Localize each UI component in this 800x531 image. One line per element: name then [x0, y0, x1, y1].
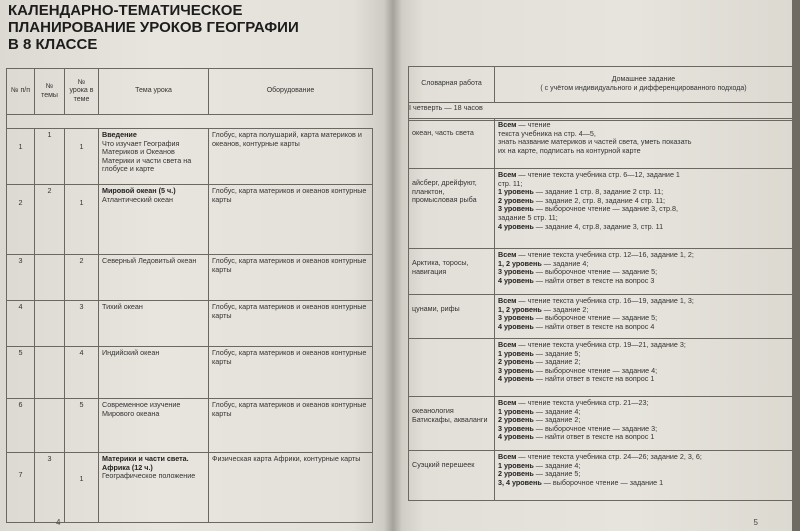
col-header-topic: Тема урока: [99, 69, 209, 115]
page-number-left: 4: [56, 518, 61, 527]
table-row: [7, 185, 373, 255]
homework-level: 2 уровень: [498, 415, 534, 425]
col-header-lesson: № урока в теме: [65, 69, 99, 115]
homework-level: 3, 4 уровень: [498, 477, 542, 487]
row-theme: [35, 301, 65, 347]
homework-text: — чтение текста учебника стр. 21—23;: [516, 398, 649, 407]
homework-text: — задание 4;: [533, 406, 581, 416]
topic-heading: Мировой океан (5 ч.): [102, 186, 176, 195]
col-header-homework: [495, 67, 793, 103]
homework-level: Всем: [498, 170, 517, 179]
homework-text: — задание 2;: [533, 357, 581, 367]
homework-level: 3 уровень: [498, 365, 534, 375]
row-lesson: 3: [65, 301, 99, 347]
row-homework: [495, 397, 793, 451]
homework-line: [498, 171, 789, 180]
homework-text: стр. 11;: [498, 178, 523, 188]
homework-rows: [409, 119, 793, 501]
table-row: [409, 249, 793, 295]
row-lesson: 1: [65, 129, 99, 185]
homework-text: — задание 5;: [533, 469, 581, 479]
row-topic: Северный Ледовитый океан: [99, 255, 209, 301]
homework-text: текста учебника на стр. 4—5,: [498, 128, 596, 138]
table-row: [7, 453, 373, 523]
homework-text: — задание 2;: [541, 304, 589, 314]
homework-header-title: Домашнее задание: [611, 75, 676, 83]
homework-text: — задание 4;: [541, 258, 589, 268]
row-vocab: цунами, рифы: [409, 295, 495, 339]
homework-level: 4 уровень: [498, 275, 534, 285]
homework-text: — чтение текста учебника стр. 24—26; задание 2, 3, 6;: [516, 452, 702, 461]
row-equipment: Глобус, карта материков и океанов контурные карты: [209, 301, 373, 347]
lesson-table: [6, 68, 373, 523]
homework-text: — задание 2, стр. 8, задание 4 стр. 11;: [533, 195, 666, 205]
homework-line: [498, 223, 789, 232]
homework-text: — задание 4;: [533, 460, 581, 470]
document-title: [8, 2, 378, 53]
homework-level: 4 уровень: [498, 374, 534, 384]
homework-text: — чтение текста учебника стр. 19—21, задание 3;: [516, 340, 686, 349]
row-topic: Индийский океан: [99, 347, 209, 399]
homework-text: — найти ответ в тексте на вопрос 1: [533, 374, 655, 384]
homework-level: 3 уровень: [498, 204, 534, 214]
homework-text: — выборочное чтение — задание 3;: [533, 423, 658, 433]
book-spine-shadow: [384, 0, 402, 531]
homework-text: — чтение: [516, 120, 551, 129]
table-row: [409, 451, 793, 501]
row-num: 1: [7, 129, 35, 185]
row-topic: Современное изучение Мирового океана: [99, 399, 209, 453]
left-page: [0, 0, 392, 531]
row-vocab: Арктика, торосы, навигация: [409, 249, 495, 295]
table-row: [409, 119, 793, 169]
homework-text: знать название материков и частей света, уметь показать: [498, 137, 692, 147]
homework-text: — чтение текста учебника стр. 12—16, задание 1, 2;: [516, 250, 694, 259]
row-lesson: 4: [65, 347, 99, 399]
topic-heading: Материки и части света. Африка (12 ч.): [102, 454, 189, 472]
row-num: 2: [7, 185, 35, 255]
homework-level: 1 уровень: [498, 187, 534, 197]
table-row: [409, 169, 793, 249]
row-num: 7: [7, 453, 35, 523]
row-homework: [495, 295, 793, 339]
homework-level: 1, 2 уровень: [498, 258, 542, 268]
table-row: [409, 339, 793, 397]
topic-text: Атлантический океан: [102, 194, 173, 204]
homework-table: [408, 66, 792, 121]
homework-level: Всем: [498, 452, 517, 461]
table-row: [7, 301, 373, 347]
homework-level: 1 уровень: [498, 460, 534, 470]
row-homework: [495, 249, 793, 295]
table-row: [7, 255, 373, 301]
row-homework: [495, 451, 793, 501]
homework-text: — найти ответ в тексте на вопрос 3: [533, 275, 655, 285]
row-vocab: Суэцкий перешеек: [409, 451, 495, 501]
title-line-1: КАЛЕНДАРНО-ТЕМАТИЧЕСКОЕ: [8, 2, 243, 19]
row-lesson: 1: [65, 185, 99, 255]
homework-level: 4 уровень: [498, 432, 534, 442]
row-equipment: Глобус, карта материков и океанов контурные карты: [209, 347, 373, 399]
row-theme: 3: [35, 453, 65, 523]
homework-level: 3 уровень: [498, 267, 534, 277]
homework-text: — задание 5;: [533, 348, 581, 358]
col-header-equipment: Оборудование: [209, 69, 373, 115]
homework-text: — выборочное чтение — задание 5;: [533, 313, 658, 323]
row-lesson: 2: [65, 255, 99, 301]
homework-header-note: ( с учётом индивидуального и дифференцированного подхода): [540, 84, 747, 92]
title-line-2: ПЛАНИРОВАНИЕ УРОКОВ ГЕОГРАФИИ: [8, 19, 299, 36]
homework-text: — найти ответ в тексте на вопрос 4: [533, 321, 655, 331]
homework-text: — задание 2;: [533, 415, 581, 425]
homework-level: 4 уровень: [498, 221, 534, 231]
row-lesson: 5: [65, 399, 99, 453]
table-header-row: [7, 69, 373, 115]
col-header-theme: № темы: [35, 69, 65, 115]
homework-level: Всем: [498, 296, 517, 305]
homework-line: [498, 277, 789, 286]
table-row: [409, 295, 793, 339]
row-equipment: Глобус, карта материков и океанов контурные карты: [209, 399, 373, 453]
row-homework: [495, 169, 793, 249]
quarter-row: [7, 115, 373, 129]
homework-level: Всем: [498, 120, 517, 129]
row-num: 6: [7, 399, 35, 453]
homework-level: 2 уровень: [498, 469, 534, 479]
row-topic: [99, 185, 209, 255]
row-theme: [35, 399, 65, 453]
homework-level: Всем: [498, 250, 517, 259]
row-theme: 2: [35, 185, 65, 255]
homework-line: [498, 433, 789, 442]
row-theme: [35, 347, 65, 399]
homework-text: — задание 1 стр. 8, задание 2 стр. 11;: [533, 187, 664, 197]
page-number-right: 5: [753, 518, 758, 527]
right-page: [392, 0, 792, 531]
table-row: [7, 129, 373, 185]
homework-text: — найти ответ в тексте на вопрос 1: [533, 432, 655, 442]
homework-level: 1 уровень: [498, 348, 534, 358]
row-lesson: 1: [65, 453, 99, 523]
homework-text: — выборочное чтение — задание 5;: [533, 267, 658, 277]
homework-text: их на карте, подписать на контурной карте: [498, 145, 641, 155]
row-topic: Тихий океан: [99, 301, 209, 347]
homework-level: 3 уровень: [498, 313, 534, 323]
homework-text: — выборочное чтение — задание 3, стр.8,: [533, 204, 679, 214]
quarter-label: I четверть — 18 часов: [409, 103, 793, 121]
homework-level: Всем: [498, 340, 517, 349]
row-topic: [99, 453, 209, 523]
topic-text: Что изучает География Материков и Океанов Материки и части света на глобусе и карте: [102, 138, 192, 174]
row-homework: [495, 339, 793, 397]
homework-text: — задание 4, стр.8, задание 3, стр. 11: [533, 221, 664, 231]
homework-body-table: [408, 118, 792, 501]
row-theme: 1: [35, 129, 65, 185]
row-vocab: айсберг, дрейфуют, планктон, промысловая рыба: [409, 169, 495, 249]
topic-text: Географическое положение: [102, 471, 196, 481]
homework-text: — чтение текста учебника стр. 6—12, задание 1: [516, 170, 680, 179]
table-header-row: [409, 67, 793, 103]
topic-heading: Введение: [102, 130, 137, 139]
homework-text: — выборочное чтение — задание 4;: [533, 365, 658, 375]
homework-level: 1, 2 уровень: [498, 304, 542, 314]
homework-text: — чтение текста учебника стр. 16—19, задание 1, 3;: [516, 296, 694, 305]
row-num: 5: [7, 347, 35, 399]
row-equipment: Глобус, карта полушарий, карта материков и океанов, контурные карты: [209, 129, 373, 185]
row-vocab: океан, часть света: [409, 119, 495, 169]
homework-line: [498, 147, 789, 156]
homework-line: [498, 375, 789, 384]
homework-level: 2 уровень: [498, 195, 534, 205]
title-line-3: В 8 КЛАССЕ: [8, 36, 98, 53]
homework-text: — выборочное чтение — задание 1: [541, 477, 664, 487]
homework-text: задание 5 стр. 11;: [498, 212, 558, 222]
row-homework: [495, 119, 793, 169]
homework-line: [498, 323, 789, 332]
row-num: 4: [7, 301, 35, 347]
homework-level: 1 уровень: [498, 406, 534, 416]
row-vocab: океанология Батискафы, акваланги: [409, 397, 495, 451]
table-row: [7, 347, 373, 399]
homework-level: 4 уровень: [498, 321, 534, 331]
row-equipment: Глобус, карта материков и океанов контурные карты: [209, 255, 373, 301]
homework-level: 2 уровень: [498, 357, 534, 367]
row-topic: [99, 129, 209, 185]
table-row: [7, 399, 373, 453]
homework-level: Всем: [498, 398, 517, 407]
row-vocab: [409, 339, 495, 397]
row-equipment: Глобус, карта материков и океанов контурные карты: [209, 185, 373, 255]
row-num: 3: [7, 255, 35, 301]
col-header-vocab: Словарная работа: [409, 67, 495, 103]
col-header-num: № п/п: [7, 69, 35, 115]
row-equipment: Физическая карта Африки, контурные карты: [209, 453, 373, 523]
homework-line: [498, 479, 789, 488]
row-theme: [35, 255, 65, 301]
table-row: [409, 397, 793, 451]
homework-level: 3 уровень: [498, 423, 534, 433]
